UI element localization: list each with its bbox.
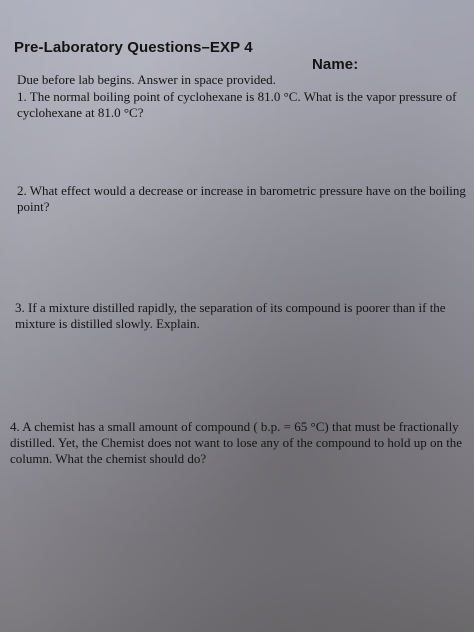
name-label: Name: <box>312 56 359 73</box>
question-4 <box>10 419 462 467</box>
question-1 <box>17 89 456 121</box>
question-3-line-1: 3. If a mixture distilled rapidly, the separation of its compound is poorer than if the <box>15 300 446 315</box>
question-3 <box>15 300 446 332</box>
question-4-line-2: distilled. Yet, the Chemist does not want to lose any of the compound to hold up on the <box>10 435 463 450</box>
question-2-line-2: point? <box>17 199 50 214</box>
question-4-line-1: 4. A chemist has a small amount of compound ( b.p. = 65 °C) that must be fractionally <box>10 419 459 434</box>
question-1-line-2: cyclohexane at 81.0 °C? <box>17 105 144 120</box>
question-4-line-3: column. What the chemist should do? <box>10 451 207 466</box>
question-3-line-2: mixture is distilled slowly. Explain. <box>15 316 200 331</box>
question-1-line-1: 1. The normal boiling point of cyclohexane is 81.0 °C. What is the vapor pressure of <box>17 89 457 104</box>
question-2-line-1: 2. What effect would a decrease or increase in barometric pressure have on the boiling <box>17 183 466 198</box>
instructions-text: Due before lab begins. Answer in space provided. <box>17 72 276 87</box>
question-2 <box>17 183 466 215</box>
worksheet-title: Pre-Laboratory Questions–EXP 4 <box>14 39 253 56</box>
